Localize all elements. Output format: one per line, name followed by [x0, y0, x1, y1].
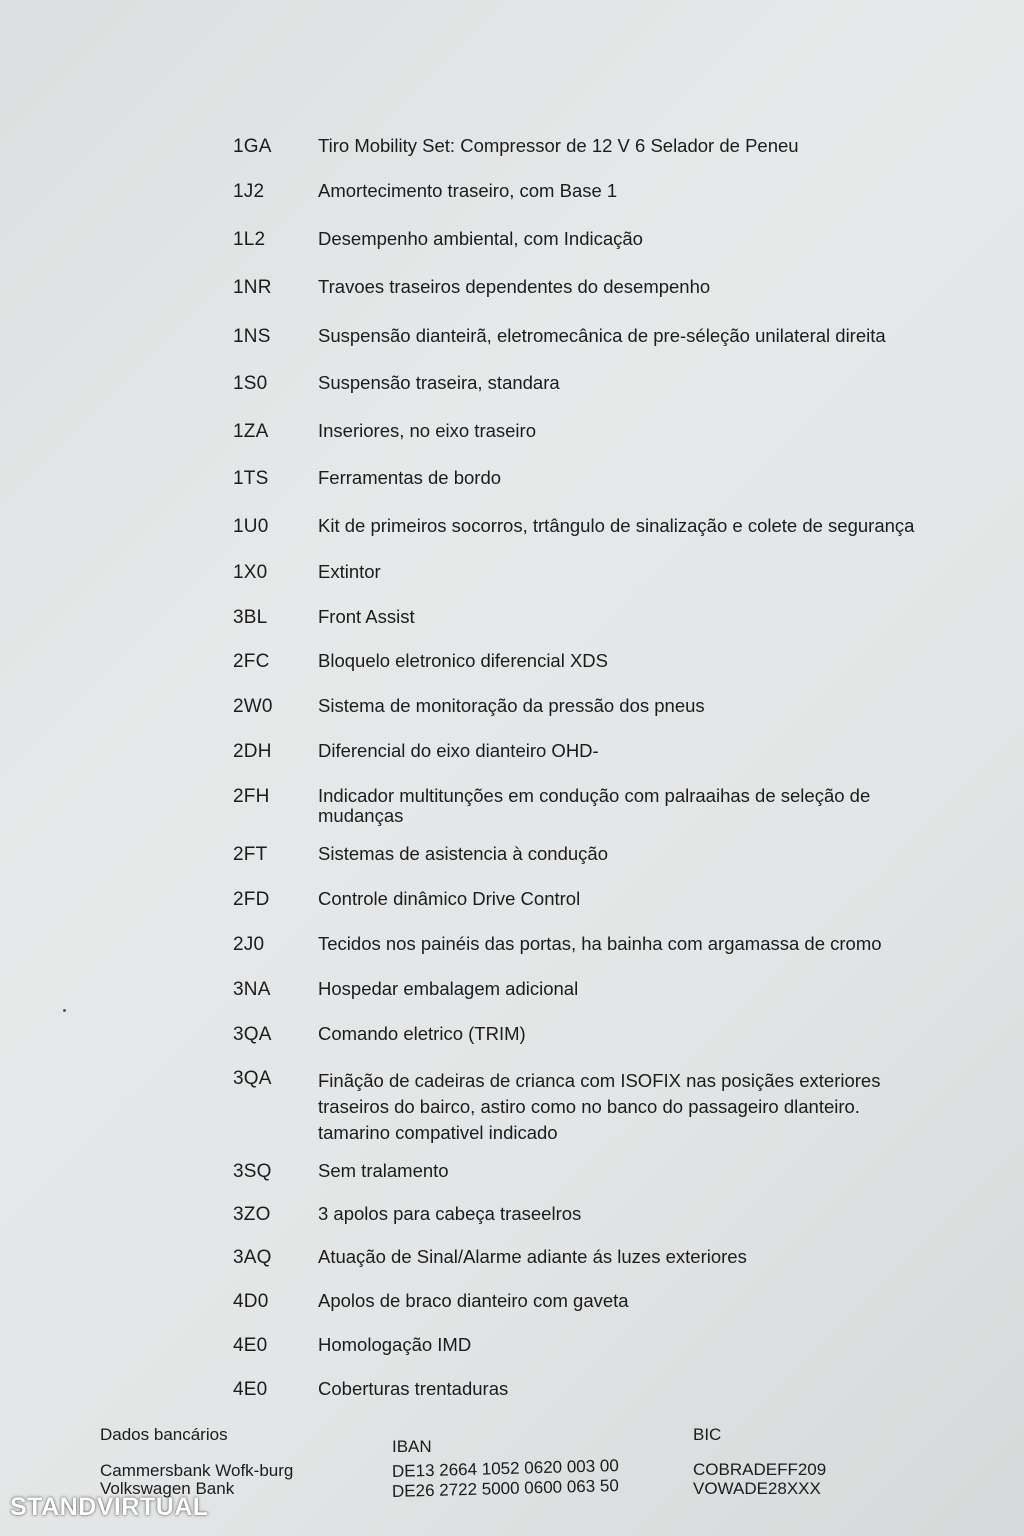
option-code: 2FD — [233, 889, 270, 910]
bank-name: Volkswagen Bank — [100, 1479, 235, 1498]
option-code: 3ZO — [233, 1204, 271, 1225]
option-code: 1U0 — [233, 516, 269, 537]
option-description: Sistema de monitoração da pressão dos pneus — [318, 695, 705, 716]
option-code: 4E0 — [233, 1379, 268, 1400]
option-code: 3NA — [233, 979, 271, 1000]
option-code: 1GA — [233, 136, 272, 157]
option-description: Indicador multitunções em condução com palraaihas de seleção de mudanças — [318, 785, 871, 826]
option-description: Suspensão dianteirã, eletromecânica de pre-séleção unilateral direita — [318, 325, 886, 346]
option-code: 1X0 — [233, 562, 268, 583]
option-description: Sem tralamento — [318, 1160, 449, 1181]
option-code: 1L2 — [233, 229, 266, 250]
option-code: 3BL — [233, 607, 268, 628]
option-code: 3QA — [233, 1024, 272, 1045]
option-code: 2FC — [233, 651, 270, 672]
option-code: 4D0 — [233, 1291, 269, 1312]
watermark-logo: STANDVIRTUAL — [10, 1493, 209, 1521]
option-description: Hospedar embalagem adicional — [318, 978, 579, 999]
iban-number: DE13 2664 1052 0620 003 00 — [391, 1456, 620, 1481]
option-code: 1J2 — [233, 181, 265, 202]
option-code: 2J0 — [233, 934, 265, 955]
option-description: Diferencial do eixo dianteiro OHD- — [318, 740, 599, 761]
option-description: Kit de primeiros socorros, trtângulo de sinalização e colete de segurança — [318, 515, 915, 536]
option-code: 3SQ — [233, 1161, 272, 1182]
option-description: Comando eletrico (TRIM) — [318, 1023, 526, 1044]
option-description: Amortecimento traseiro, com Base 1 — [318, 180, 618, 201]
option-description: Finãção de cadeiras de crianca com ISOFIX nas posiçães exteriores traseiros do bairco, astiro como no banco do passageiro dlanteiro. tamarino compativel indicado — [318, 1070, 881, 1143]
option-code: 3AQ — [233, 1247, 272, 1268]
option-description: Desempenho ambiental, com Indicação — [318, 228, 643, 249]
option-description: Apolos de braco dianteiro com gaveta — [318, 1290, 629, 1311]
option-description: Tiro Mobility Set: Compressor de 12 V 6 Selador de Peneu — [318, 135, 799, 156]
option-code: 1TS — [233, 468, 269, 489]
option-code: 2DH — [233, 741, 272, 762]
option-code: 1NS — [233, 326, 271, 347]
option-description: Extintor — [318, 561, 381, 582]
option-description: 3 apolos para cabeça traseelros — [318, 1203, 582, 1224]
bic-heading: BIC — [693, 1425, 722, 1444]
option-description: Homologação IMD — [318, 1334, 472, 1355]
bank-name: Cammersbank Wofk-burg — [100, 1461, 294, 1480]
bic-code: VOWADE28XXX — [693, 1479, 821, 1498]
option-code: 3QA — [233, 1068, 272, 1089]
option-code: 1NR — [233, 277, 272, 298]
iban-number: DE26 2722 5000 0600 063 50 — [391, 1476, 620, 1501]
bic-code: COBRADEFF209 — [693, 1460, 827, 1479]
option-description: Inseriores, no eixo traseiro — [318, 420, 536, 441]
option-code: 4E0 — [233, 1335, 268, 1356]
option-description: Bloquelo eletronico diferencial XDS — [318, 650, 609, 671]
option-code: 1ZA — [233, 421, 269, 442]
option-code: 2W0 — [233, 696, 273, 717]
paper-speck — [63, 1009, 66, 1012]
option-description: Sistemas de asistencia à condução — [318, 843, 609, 864]
option-description: Suspensão traseira, standara — [318, 372, 560, 393]
option-description: Controle dinâmico Drive Control — [318, 888, 581, 909]
option-description: Ferramentas de bordo — [318, 467, 502, 488]
option-description: Atuação de Sinal/Alarme adiante ás luzes exteriores — [318, 1246, 747, 1267]
bank-details-heading: Dados bancários — [100, 1425, 228, 1444]
option-description: Tecidos nos painéis das portas, ha bainha com argamassa de cromo — [318, 933, 882, 954]
iban-heading: IBAN — [392, 1437, 432, 1456]
option-description: Front Assist — [318, 606, 415, 627]
option-description: Travoes traseiros dependentes do desempenho — [318, 276, 711, 297]
option-code: 1S0 — [233, 373, 268, 394]
option-code: 2FH — [233, 786, 270, 807]
option-code: 2FT — [233, 844, 268, 865]
option-description: Coberturas trentaduras — [318, 1378, 509, 1399]
